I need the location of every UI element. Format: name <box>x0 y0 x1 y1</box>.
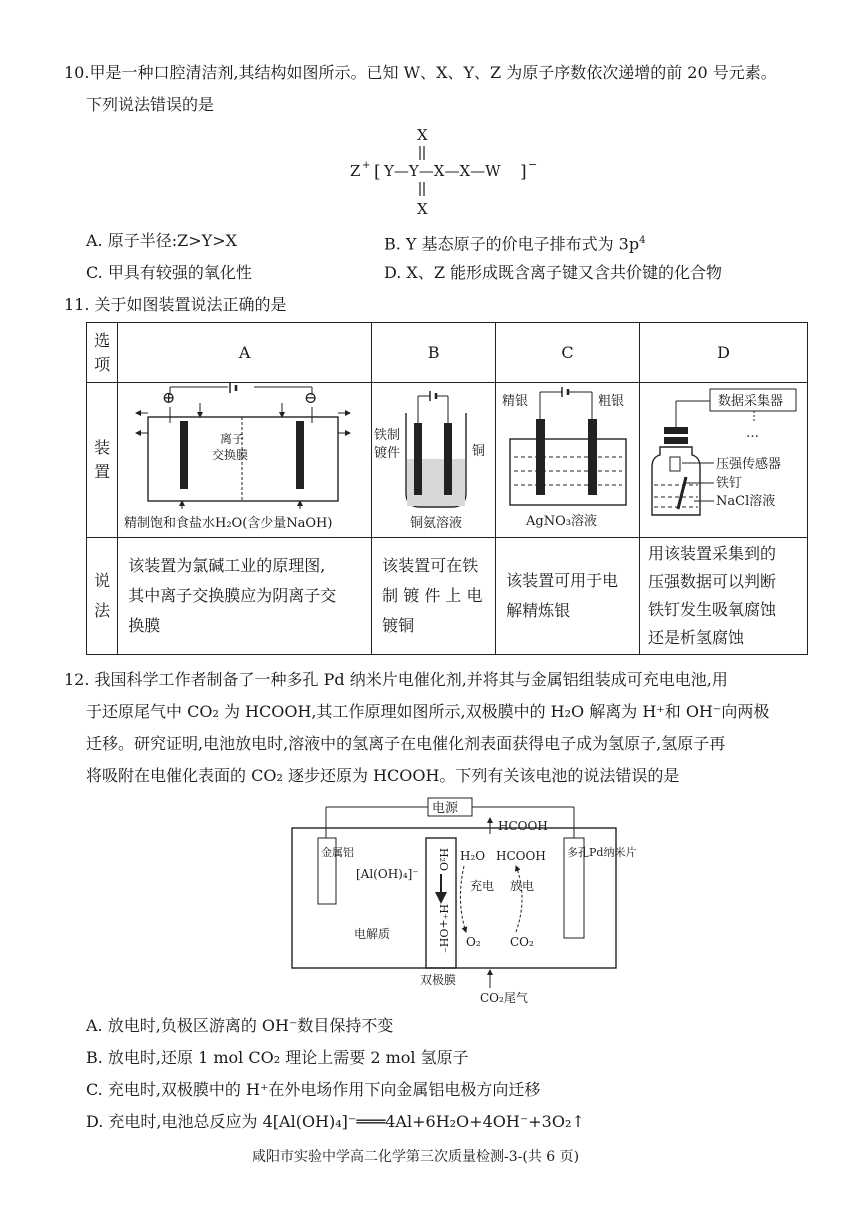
say-d: 用该装置采集到的 压强数据可以判断 铁钉发生吸氧腐蚀 还是析氢腐蚀 <box>640 538 808 655</box>
svg-text:CO₂: CO₂ <box>510 935 534 949</box>
svg-text:铁制: 铁制 <box>374 428 401 443</box>
q12-option-c: C. 充电时,双极膜中的 H⁺在外电场作用下向金属铝电极方向迁移 <box>86 1080 541 1099</box>
device-a-diagram <box>118 383 370 533</box>
svg-text:电解质: 电解质 <box>354 927 391 941</box>
say-c: 该装置可用于电 解精炼银 <box>496 538 640 655</box>
q12-line-4: 将吸附在电催化表面的 CO₂ 逐步还原为 HCOOH。下列有关该电池的说法错误的是 <box>86 766 680 785</box>
svg-text:NaCl溶液: NaCl溶液 <box>716 494 776 509</box>
device-b-cell <box>372 383 496 538</box>
q12-option-b: B. 放电时,还原 1 mol CO₂ 理论上需要 2 mol 氢原子 <box>86 1048 469 1067</box>
device-b-diagram <box>372 383 494 533</box>
svg-text:O₂: O₂ <box>466 935 481 949</box>
svg-text:…: … <box>746 426 760 441</box>
q11-header-option: 选 项 <box>87 323 118 383</box>
svg-text:交换膜: 交换膜 <box>212 448 249 462</box>
say-a: 该装置为氯碱工业的原理图, 其中离子交换膜应为阴离子交 换膜 <box>118 538 372 655</box>
say-b: 该装置可在铁 制 镀 件 上 电 镀铜 <box>372 538 496 655</box>
device-a-minus: ⊖ <box>304 388 318 407</box>
svg-text:[Al(OH)₄]⁻: [Al(OH)₄]⁻ <box>356 867 419 881</box>
q10-option-b: B. Y 基态原子的价电子排布式为 $3p^4$ <box>384 234 646 254</box>
q12-stem <box>64 664 769 792</box>
q11-table <box>86 322 808 655</box>
svg-text:双极膜: 双极膜 <box>420 973 457 987</box>
svg-text:压强传感器: 压强传感器 <box>716 457 782 472</box>
q11-header-d: D <box>640 323 808 383</box>
q12-power-label: 电源 <box>432 801 459 816</box>
svg-text:H⁺+OH⁻: H⁺+OH⁻ <box>437 904 450 954</box>
q11-statement-label: 说 法 <box>87 538 118 655</box>
q10-stem-line1: 10.甲是一种口腔清洁剂,其结构如图所示。已知 W、X、Y、Z 为原子序数依次递增的前 20 号元素。 <box>64 63 777 82</box>
q10-option-d: D. X、Z 能形成既含离子键又含共价键的化合物 <box>384 263 723 282</box>
q12-options <box>86 1010 585 1138</box>
q10-option-a: A. 原子半径:Z>Y>X <box>86 231 238 250</box>
q11-device-label: 装 置 <box>87 383 118 538</box>
q12-option-a: A. 放电时,负极区游离的 OH⁻数目保持不变 <box>86 1016 394 1035</box>
device-c-diagram <box>496 383 638 533</box>
svg-text:多孔Pd纳米片: 多孔Pd纳米片 <box>567 846 637 859</box>
svg-text:金属铝: 金属铝 <box>321 846 354 859</box>
q10-stem-line2: 下列说法错误的是 <box>86 95 215 114</box>
svg-text:+: + <box>362 160 371 171</box>
q11-statement-row <box>87 538 808 655</box>
svg-text:铁钉: 铁钉 <box>716 476 743 491</box>
q11-header-c: C <box>496 323 640 383</box>
svg-text:精银: 精银 <box>502 394 529 409</box>
device-d-diagram <box>640 383 806 533</box>
svg-text:−: − <box>528 158 538 171</box>
device-a-plus: ⊕ <box>162 388 176 407</box>
svg-text:放电: 放电 <box>510 879 535 893</box>
svg-text:粗银: 粗银 <box>598 394 625 409</box>
svg-text:数据采集器: 数据采集器 <box>718 394 784 409</box>
device-b-caption: 铜氨溶液 <box>410 516 463 531</box>
q12-battery-diagram <box>284 792 637 1005</box>
svg-text:HCOOH: HCOOH <box>498 819 548 833</box>
q11-header-a: A <box>118 323 372 383</box>
page-footer: 咸阳市实验中学高二化学第三次质量检测-3-(共 6 页) <box>252 1149 580 1165</box>
device-d-cell <box>640 383 808 538</box>
q10-option-c: C. 甲具有较强的氧化性 <box>86 263 252 282</box>
q11-stem: 11. 关于如图装置说法正确的是 <box>64 295 287 314</box>
structure-top-x: X <box>417 126 428 144</box>
structure-cation: Z <box>350 162 361 180</box>
q11-header-row <box>87 323 808 383</box>
device-c-caption: AgNO₃溶液 <box>526 514 598 529</box>
q12-line-3: 迁移。研究证明,电池放电时,溶液中的氢离子在电催化剂表面获得电子成为氢原子,氢原子再 <box>86 734 726 753</box>
svg-text:[: [ <box>374 162 381 182</box>
device-a-cell <box>118 383 372 538</box>
svg-text:HCOOH: HCOOH <box>496 849 546 863</box>
q11-header-b: B <box>372 323 496 383</box>
svg-text:充电: 充电 <box>470 879 495 893</box>
q11-device-row <box>87 383 808 538</box>
q12-option-d: D. 充电时,电池总反应为 4[Al(OH)₄]⁻═══4Al+6H₂O+4OH⁻+3O₂↑ <box>86 1112 585 1131</box>
device-a-caption: 精制饱和食盐水H₂O(含少量NaOH) <box>124 516 333 531</box>
svg-text:H₂O: H₂O <box>437 848 450 872</box>
svg-text:镀件: 镀件 <box>374 446 401 461</box>
q12-line-2: 于还原尾气中 CO₂ 为 HCOOH,其工作原理如图所示,双极膜中的 H₂O 解离为 H⁺和 OH⁻向两极 <box>86 702 770 721</box>
svg-text:]: ] <box>520 162 527 182</box>
svg-text:离子: 离子 <box>220 432 245 446</box>
q12-line-1: 12. 我国科学工作者制备了一种多孔 Pd 纳米片电催化剂,并将其与金属铝组装成可充电电池,用 <box>64 670 728 689</box>
svg-text:铜: 铜 <box>472 444 486 459</box>
svg-text:CO₂尾气: CO₂尾气 <box>480 991 528 1005</box>
structure-chain: Y—Y—X—X—W <box>384 162 501 180</box>
device-c-cell <box>496 383 640 538</box>
svg-text:H₂O: H₂O <box>460 849 486 863</box>
structure-bottom-x: X <box>417 200 428 218</box>
q10-structure-diagram <box>340 124 560 220</box>
